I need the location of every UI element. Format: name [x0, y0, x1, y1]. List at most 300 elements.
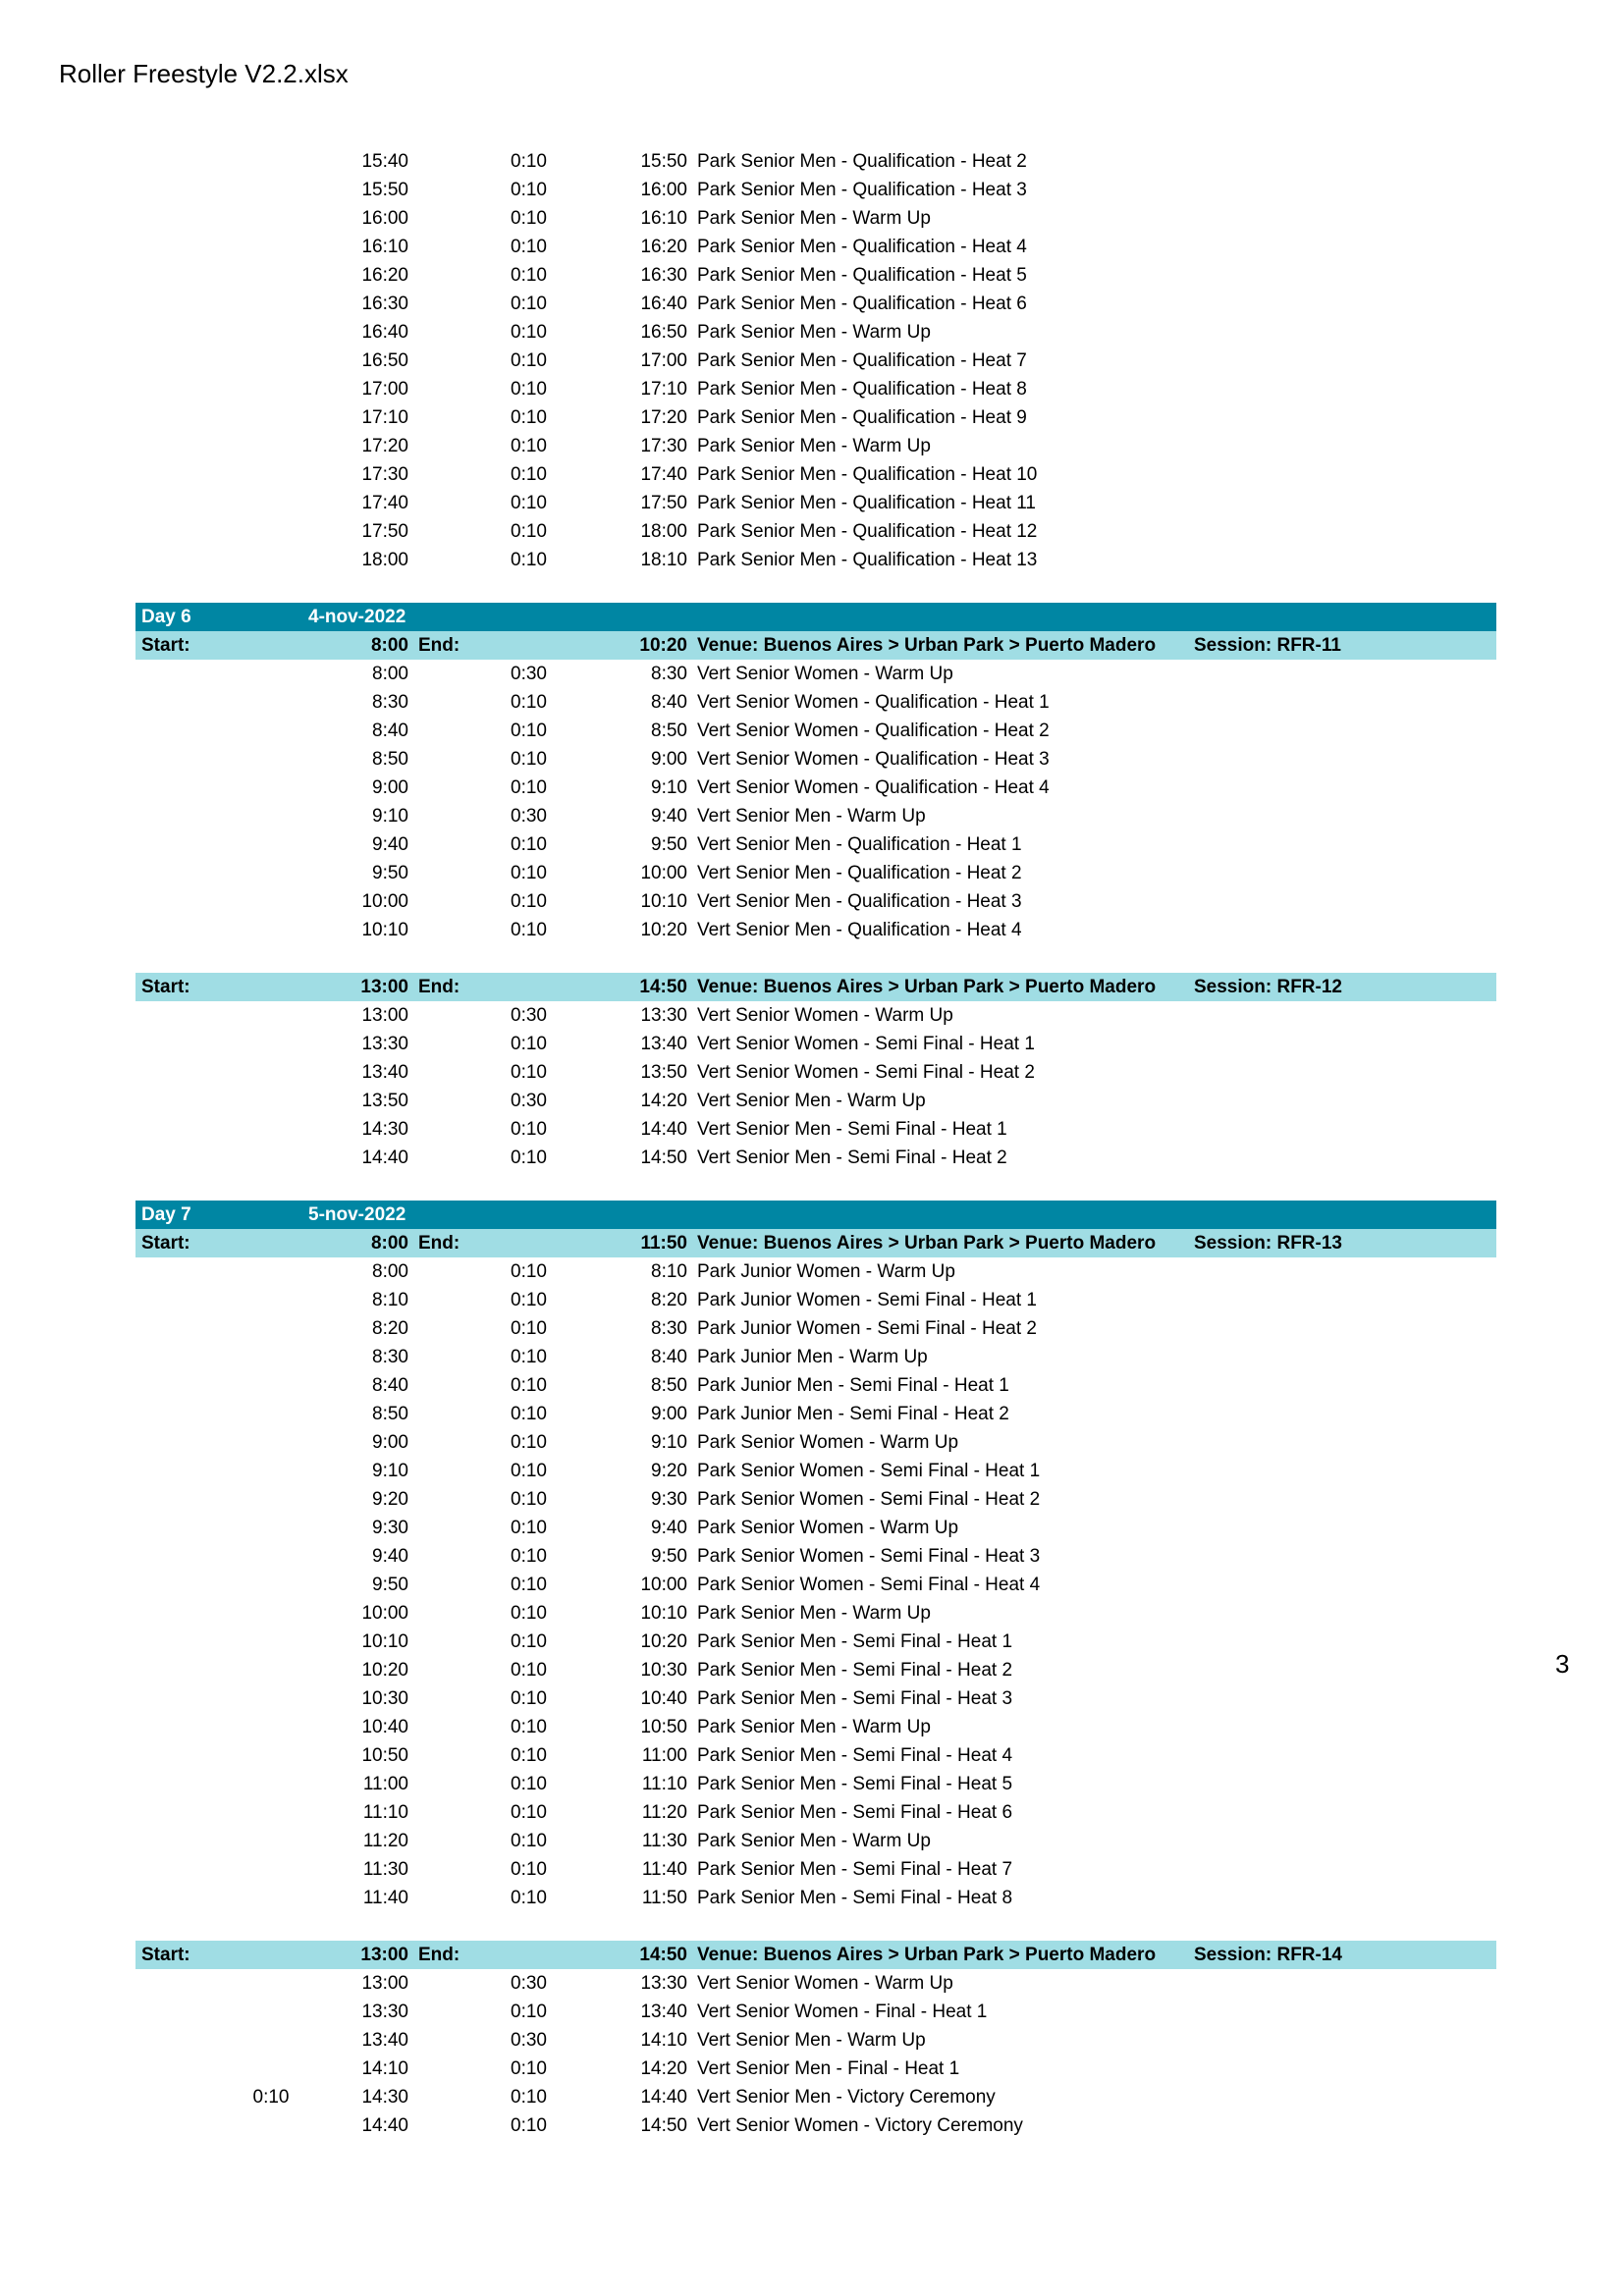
schedule-row — [135, 1599, 1496, 1628]
duration: 0:10 — [511, 1261, 547, 1282]
start-time: 16:00 — [361, 208, 408, 229]
end-time: 13:40 — [640, 2002, 687, 2022]
end-time: 14:50 — [640, 1148, 687, 1168]
duration: 0:30 — [511, 1973, 547, 1994]
start-time: 9:10 — [372, 806, 408, 827]
event-name: Park Junior Men - Warm Up — [697, 1347, 928, 1367]
start-time: 8:20 — [372, 1318, 408, 1339]
end-time: 16:10 — [640, 208, 687, 229]
start-time: 11:00 — [362, 1774, 408, 1794]
duration: 0:10 — [511, 1575, 547, 1595]
duration: 0:10 — [511, 521, 547, 542]
end-time: 9:10 — [651, 1432, 687, 1453]
schedule-row — [135, 546, 1496, 574]
session-venue: Venue: Buenos Aires > Urban Park > Puerto Madero — [697, 977, 1157, 997]
duration: 0:10 — [511, 721, 547, 741]
end-time: 16:00 — [640, 180, 687, 200]
end-time: 11:30 — [641, 1831, 687, 1851]
event-name: Park Senior Men - Warm Up — [697, 436, 931, 456]
event-name: Park Senior Men - Qualification - Heat 5 — [697, 265, 1027, 286]
event-name: Park Junior Women - Warm Up — [697, 1261, 955, 1282]
duration: 0:10 — [511, 1347, 547, 1367]
schedule-row — [135, 1514, 1496, 1542]
start-time: 8:50 — [372, 1404, 408, 1424]
schedule-row — [135, 1628, 1496, 1656]
event-name: Park Senior Men - Warm Up — [697, 1603, 931, 1624]
start-time: 9:00 — [372, 777, 408, 798]
event-name: Park Senior Women - Semi Final - Heat 2 — [697, 1489, 1041, 1510]
schedule-row — [135, 1770, 1496, 1798]
start-time: 15:40 — [361, 151, 408, 172]
event-name: Park Senior Women - Semi Final - Heat 1 — [697, 1461, 1041, 1481]
start-time: 17:30 — [361, 464, 408, 485]
start-time: 9:50 — [372, 863, 408, 883]
duration: 0:10 — [511, 1148, 547, 1168]
schedule-row — [135, 432, 1496, 460]
duration: 0:10 — [511, 1034, 547, 1054]
duration: 0:10 — [511, 1631, 547, 1652]
start-time: 11:20 — [362, 1831, 408, 1851]
event-name: Vert Senior Men - Warm Up — [697, 806, 926, 827]
session-end-time: 14:50 — [639, 977, 687, 997]
start-label: Start: — [141, 977, 190, 997]
session-venue: Venue: Buenos Aires > Urban Park > Puerto Madero — [697, 635, 1157, 656]
schedule-row — [135, 2055, 1496, 2083]
start-time: 17:40 — [361, 493, 408, 513]
event-name: Park Senior Men - Qualification - Heat 13 — [697, 550, 1038, 570]
duration: 0:10 — [511, 436, 547, 456]
schedule-row — [135, 1571, 1496, 1599]
start-time: 8:50 — [372, 749, 408, 770]
start-time: 13:40 — [361, 1062, 408, 1083]
duration: 0:10 — [511, 1290, 547, 1310]
session-header-row — [135, 1941, 1496, 1969]
event-name: Vert Senior Women - Warm Up — [697, 1005, 953, 1026]
session-id: Session: RFR-13 — [1194, 1233, 1342, 1254]
session-header-row — [135, 973, 1496, 1001]
event-name: Vert Senior Women - Final - Heat 1 — [697, 2002, 988, 2022]
duration: 0:30 — [511, 1005, 547, 1026]
event-name: Vert Senior Women - Warm Up — [697, 1973, 953, 1994]
event-name: Park Senior Women - Semi Final - Heat 3 — [697, 1546, 1041, 1567]
schedule-row — [135, 774, 1496, 802]
schedule-row — [135, 460, 1496, 489]
duration: 0:30 — [511, 1091, 547, 1111]
start-time: 9:00 — [372, 1432, 408, 1453]
duration: 0:10 — [511, 749, 547, 770]
end-time: 10:00 — [640, 863, 687, 883]
duration: 0:10 — [511, 1745, 547, 1766]
end-time: 10:50 — [640, 1717, 687, 1737]
event-name: Park Senior Men - Qualification - Heat 2 — [697, 151, 1027, 172]
end-time: 10:20 — [640, 920, 687, 940]
start-time: 8:30 — [372, 692, 408, 713]
end-time: 9:40 — [651, 1518, 687, 1538]
schedule-row — [135, 1058, 1496, 1087]
blank-row — [135, 1172, 1496, 1201]
end-time: 13:50 — [640, 1062, 687, 1083]
start-time: 10:10 — [361, 920, 408, 940]
end-time: 13:30 — [640, 1973, 687, 1994]
schedule-row — [135, 802, 1496, 830]
start-time: 14:30 — [361, 1119, 408, 1140]
event-name: Vert Senior Women - Warm Up — [697, 664, 953, 684]
schedule-row — [135, 1286, 1496, 1314]
start-time: 13:50 — [361, 1091, 408, 1111]
duration: 0:10 — [511, 265, 547, 286]
start-time: 10:10 — [361, 1631, 408, 1652]
start-time: 13:40 — [361, 2030, 408, 2051]
duration: 0:10 — [511, 379, 547, 400]
start-time: 10:50 — [361, 1745, 408, 1766]
session-end-time: 10:20 — [639, 635, 687, 656]
event-name: Vert Senior Men - Victory Ceremony — [697, 2087, 996, 2108]
event-name: Vert Senior Men - Final - Heat 1 — [697, 2058, 960, 2079]
start-label: Start: — [141, 1233, 190, 1254]
event-name: Vert Senior Women - Semi Final - Heat 2 — [697, 1062, 1035, 1083]
event-name: Park Senior Men - Warm Up — [697, 322, 931, 343]
start-time: 15:50 — [361, 180, 408, 200]
event-name: Park Senior Men - Qualification - Heat 7 — [697, 350, 1027, 371]
end-time: 14:50 — [640, 2115, 687, 2136]
start-time: 11:30 — [362, 1859, 408, 1880]
event-name: Park Senior Women - Warm Up — [697, 1518, 959, 1538]
schedule-row — [135, 347, 1496, 375]
event-name: Park Senior Men - Qualification - Heat 11 — [697, 493, 1036, 513]
event-name: Park Senior Men - Qualification - Heat 6 — [697, 294, 1027, 314]
end-time: 10:20 — [640, 1631, 687, 1652]
event-name: Park Senior Men - Semi Final - Heat 1 — [697, 1631, 1013, 1652]
end-time: 11:50 — [641, 1888, 687, 1908]
start-time: 11:10 — [362, 1802, 408, 1823]
end-time: 8:30 — [651, 1318, 687, 1339]
duration: 0:10 — [511, 834, 547, 855]
schedule-row — [135, 1001, 1496, 1030]
day-header-row — [135, 603, 1496, 631]
schedule-row — [135, 1314, 1496, 1343]
start-time: 8:10 — [372, 1290, 408, 1310]
start-time: 10:40 — [361, 1717, 408, 1737]
event-name: Vert Senior Women - Victory Ceremony — [697, 2115, 1023, 2136]
duration: 0:10 — [511, 237, 547, 257]
start-time: 14:30 — [361, 2087, 408, 2108]
page-number: 3 — [1555, 1649, 1570, 1679]
end-time: 17:30 — [640, 436, 687, 456]
duration: 0:10 — [511, 1859, 547, 1880]
schedule-row — [135, 1257, 1496, 1286]
end-time: 9:50 — [651, 834, 687, 855]
start-time: 16:30 — [361, 294, 408, 314]
duration: 0:30 — [511, 2030, 547, 2051]
end-time: 18:10 — [640, 550, 687, 570]
schedule-row — [135, 204, 1496, 233]
session-start-time: 8:00 — [370, 635, 408, 656]
lead-duration: 0:10 — [252, 2087, 290, 2108]
end-time: 10:00 — [640, 1575, 687, 1595]
duration: 0:10 — [511, 550, 547, 570]
end-time: 11:00 — [641, 1745, 687, 1766]
schedule-row — [135, 1087, 1496, 1115]
end-time: 9:30 — [651, 1489, 687, 1510]
end-time: 14:40 — [640, 2087, 687, 2108]
schedule-row — [135, 1998, 1496, 2026]
event-name: Vert Senior Men - Qualification - Heat 3 — [697, 891, 1022, 912]
end-time: 8:30 — [651, 664, 687, 684]
duration: 0:10 — [511, 464, 547, 485]
duration: 0:10 — [511, 1717, 547, 1737]
start-time: 16:20 — [361, 265, 408, 286]
end-time: 17:50 — [640, 493, 687, 513]
end-label: End: — [418, 977, 460, 997]
schedule-row — [135, 2111, 1496, 2140]
schedule-row — [135, 1343, 1496, 1371]
schedule-row — [135, 887, 1496, 916]
schedule-row — [135, 1798, 1496, 1827]
schedule-row — [135, 375, 1496, 403]
start-time: 18:00 — [361, 550, 408, 570]
start-time: 8:30 — [372, 1347, 408, 1367]
schedule-row — [135, 403, 1496, 432]
event-name: Vert Senior Men - Qualification - Heat 2 — [697, 863, 1022, 883]
duration: 0:10 — [511, 2087, 547, 2108]
event-name: Park Senior Men - Qualification - Heat 12 — [697, 521, 1038, 542]
schedule-row — [135, 1969, 1496, 1998]
duration: 0:10 — [511, 322, 547, 343]
duration: 0:10 — [511, 2115, 547, 2136]
duration: 0:10 — [511, 1318, 547, 1339]
schedule-row — [135, 1144, 1496, 1172]
end-time: 14:40 — [640, 1119, 687, 1140]
event-name: Vert Senior Men - Semi Final - Heat 1 — [697, 1119, 1007, 1140]
duration: 0:10 — [511, 1518, 547, 1538]
start-time: 13:30 — [361, 1034, 408, 1054]
end-label: End: — [418, 635, 460, 656]
start-time: 16:50 — [361, 350, 408, 371]
event-name: Park Senior Men - Semi Final - Heat 3 — [697, 1688, 1013, 1709]
start-time: 10:20 — [361, 1660, 408, 1681]
start-time: 13:30 — [361, 2002, 408, 2022]
end-time: 11:20 — [641, 1802, 687, 1823]
start-time: 13:00 — [361, 1005, 408, 1026]
schedule-row — [135, 1741, 1496, 1770]
event-name: Vert Senior Men - Warm Up — [697, 1091, 926, 1111]
duration: 0:10 — [511, 151, 547, 172]
duration: 0:10 — [511, 692, 547, 713]
end-time: 9:00 — [651, 1404, 687, 1424]
schedule-row — [135, 859, 1496, 887]
end-label: End: — [418, 1233, 460, 1254]
event-name: Park Senior Men - Qualification - Heat 10 — [697, 464, 1038, 485]
start-label: Start: — [141, 1945, 190, 1965]
event-name: Park Senior Men - Semi Final - Heat 8 — [697, 1888, 1013, 1908]
session-id: Session: RFR-12 — [1194, 977, 1342, 997]
duration: 0:10 — [511, 1461, 547, 1481]
duration: 0:30 — [511, 664, 547, 684]
duration: 0:10 — [511, 1062, 547, 1083]
day-date: 5-nov-2022 — [308, 1204, 406, 1225]
end-time: 17:40 — [640, 464, 687, 485]
duration: 0:10 — [511, 407, 547, 428]
duration: 0:10 — [511, 350, 547, 371]
event-name: Park Senior Men - Warm Up — [697, 1717, 931, 1737]
event-name: Park Senior Women - Semi Final - Heat 4 — [697, 1575, 1041, 1595]
schedule-row — [135, 1030, 1496, 1058]
event-name: Park Junior Women - Semi Final - Heat 2 — [697, 1318, 1037, 1339]
schedule-row — [135, 1485, 1496, 1514]
schedule-row — [135, 1827, 1496, 1855]
schedule-row — [135, 290, 1496, 318]
schedule-row — [135, 1713, 1496, 1741]
day-header-row — [135, 1201, 1496, 1229]
event-name: Vert Senior Men - Qualification - Heat 1 — [697, 834, 1022, 855]
session-id: Session: RFR-14 — [1194, 1945, 1342, 1965]
schedule-row — [135, 1371, 1496, 1400]
schedule-row — [135, 1656, 1496, 1684]
event-name: Park Junior Men - Semi Final - Heat 1 — [697, 1375, 1009, 1396]
end-time: 9:20 — [651, 1461, 687, 1481]
schedule-row — [135, 1115, 1496, 1144]
end-time: 14:20 — [640, 1091, 687, 1111]
duration: 0:10 — [511, 1375, 547, 1396]
start-time: 10:00 — [361, 891, 408, 912]
start-time: 14:40 — [361, 2115, 408, 2136]
duration: 0:10 — [511, 1774, 547, 1794]
start-time: 17:10 — [361, 407, 408, 428]
duration: 0:10 — [511, 777, 547, 798]
schedule-row — [135, 830, 1496, 859]
schedule-row — [135, 261, 1496, 290]
duration: 0:10 — [511, 920, 547, 940]
event-name: Park Senior Men - Semi Final - Heat 7 — [697, 1859, 1013, 1880]
end-time: 8:40 — [651, 692, 687, 713]
event-name: Park Senior Men - Warm Up — [697, 208, 931, 229]
event-name: Vert Senior Women - Semi Final - Heat 1 — [697, 1034, 1035, 1054]
end-time: 16:30 — [640, 265, 687, 286]
event-name: Park Senior Men - Qualification - Heat 3 — [697, 180, 1027, 200]
start-time: 9:20 — [372, 1489, 408, 1510]
day-date: 4-nov-2022 — [308, 607, 406, 627]
event-name: Park Junior Men - Semi Final - Heat 2 — [697, 1404, 1009, 1424]
event-name: Vert Senior Women - Qualification - Heat 3 — [697, 749, 1050, 770]
start-time: 16:40 — [361, 322, 408, 343]
end-time: 17:20 — [640, 407, 687, 428]
end-time: 18:00 — [640, 521, 687, 542]
end-time: 11:10 — [641, 1774, 687, 1794]
end-time: 13:30 — [640, 1005, 687, 1026]
start-time: 9:10 — [372, 1461, 408, 1481]
session-venue: Venue: Buenos Aires > Urban Park > Puerto Madero — [697, 1233, 1157, 1254]
schedule-row — [135, 489, 1496, 517]
end-time: 8:10 — [651, 1261, 687, 1282]
duration: 0:10 — [511, 2058, 547, 2079]
end-time: 17:10 — [640, 379, 687, 400]
event-name: Vert Senior Men - Semi Final - Heat 2 — [697, 1148, 1007, 1168]
event-name: Vert Senior Men - Qualification - Heat 4 — [697, 920, 1022, 940]
start-time: 17:50 — [361, 521, 408, 542]
start-time: 13:00 — [361, 1973, 408, 1994]
blank-row — [135, 1912, 1496, 1941]
duration: 0:10 — [511, 1119, 547, 1140]
blank-row — [135, 574, 1496, 603]
end-time: 9:10 — [651, 777, 687, 798]
session-start-time: 13:00 — [360, 1945, 408, 1965]
event-name: Park Senior Men - Semi Final - Heat 5 — [697, 1774, 1013, 1794]
session-venue: Venue: Buenos Aires > Urban Park > Puerto Madero — [697, 1945, 1157, 1965]
end-time: 9:40 — [651, 806, 687, 827]
schedule-row — [135, 1684, 1496, 1713]
end-time: 13:40 — [640, 1034, 687, 1054]
duration: 0:10 — [511, 1888, 547, 1908]
event-name: Vert Senior Women - Qualification - Heat 1 — [697, 692, 1050, 713]
start-time: 14:40 — [361, 1148, 408, 1168]
schedule-row — [135, 147, 1496, 176]
duration: 0:30 — [511, 806, 547, 827]
end-time: 8:40 — [651, 1347, 687, 1367]
end-time: 10:10 — [640, 1603, 687, 1624]
event-name: Vert Senior Women - Qualification - Heat 2 — [697, 721, 1050, 741]
session-start-time: 8:00 — [370, 1233, 408, 1254]
schedule-row — [135, 318, 1496, 347]
end-time: 8:50 — [651, 721, 687, 741]
schedule-row — [135, 517, 1496, 546]
schedule-row — [135, 1428, 1496, 1457]
event-name: Park Senior Women - Warm Up — [697, 1432, 959, 1453]
duration: 0:10 — [511, 493, 547, 513]
start-label: Start: — [141, 635, 190, 656]
event-name: Park Junior Women - Semi Final - Heat 1 — [697, 1290, 1037, 1310]
end-time: 9:00 — [651, 749, 687, 770]
event-name: Vert Senior Women - Qualification - Heat 4 — [697, 777, 1050, 798]
end-time: 17:00 — [640, 350, 687, 371]
duration: 0:10 — [511, 1546, 547, 1567]
end-time: 10:40 — [640, 1688, 687, 1709]
schedule-row — [135, 176, 1496, 204]
start-time: 17:00 — [361, 379, 408, 400]
start-time: 14:10 — [361, 2058, 408, 2079]
start-time: 17:20 — [361, 436, 408, 456]
schedule-table — [135, 147, 1496, 2140]
end-time: 8:20 — [651, 1290, 687, 1310]
event-name: Park Senior Men - Qualification - Heat 8 — [697, 379, 1027, 400]
event-name: Park Senior Men - Warm Up — [697, 1831, 931, 1851]
start-time: 10:30 — [361, 1688, 408, 1709]
duration: 0:10 — [511, 1603, 547, 1624]
session-end-time: 11:50 — [640, 1233, 687, 1254]
session-header-row — [135, 1229, 1496, 1257]
schedule-row — [135, 1884, 1496, 1912]
schedule-row — [135, 2083, 1496, 2111]
duration: 0:10 — [511, 1802, 547, 1823]
duration: 0:10 — [511, 1489, 547, 1510]
day-label: Day 6 — [141, 607, 191, 627]
start-time: 9:50 — [372, 1575, 408, 1595]
session-id: Session: RFR-11 — [1194, 635, 1341, 656]
end-time: 15:50 — [640, 151, 687, 172]
event-name: Park Senior Men - Qualification - Heat 4 — [697, 237, 1027, 257]
duration: 0:10 — [511, 891, 547, 912]
schedule-row — [135, 688, 1496, 717]
event-name: Park Senior Men - Semi Final - Heat 4 — [697, 1745, 1013, 1766]
duration: 0:10 — [511, 1660, 547, 1681]
start-time: 8:40 — [372, 721, 408, 741]
duration: 0:10 — [511, 1831, 547, 1851]
event-name: Park Senior Men - Semi Final - Heat 6 — [697, 1802, 1013, 1823]
schedule-row — [135, 717, 1496, 745]
duration: 0:10 — [511, 863, 547, 883]
start-time: 9:40 — [372, 834, 408, 855]
end-time: 14:10 — [640, 2030, 687, 2051]
schedule-row — [135, 233, 1496, 261]
